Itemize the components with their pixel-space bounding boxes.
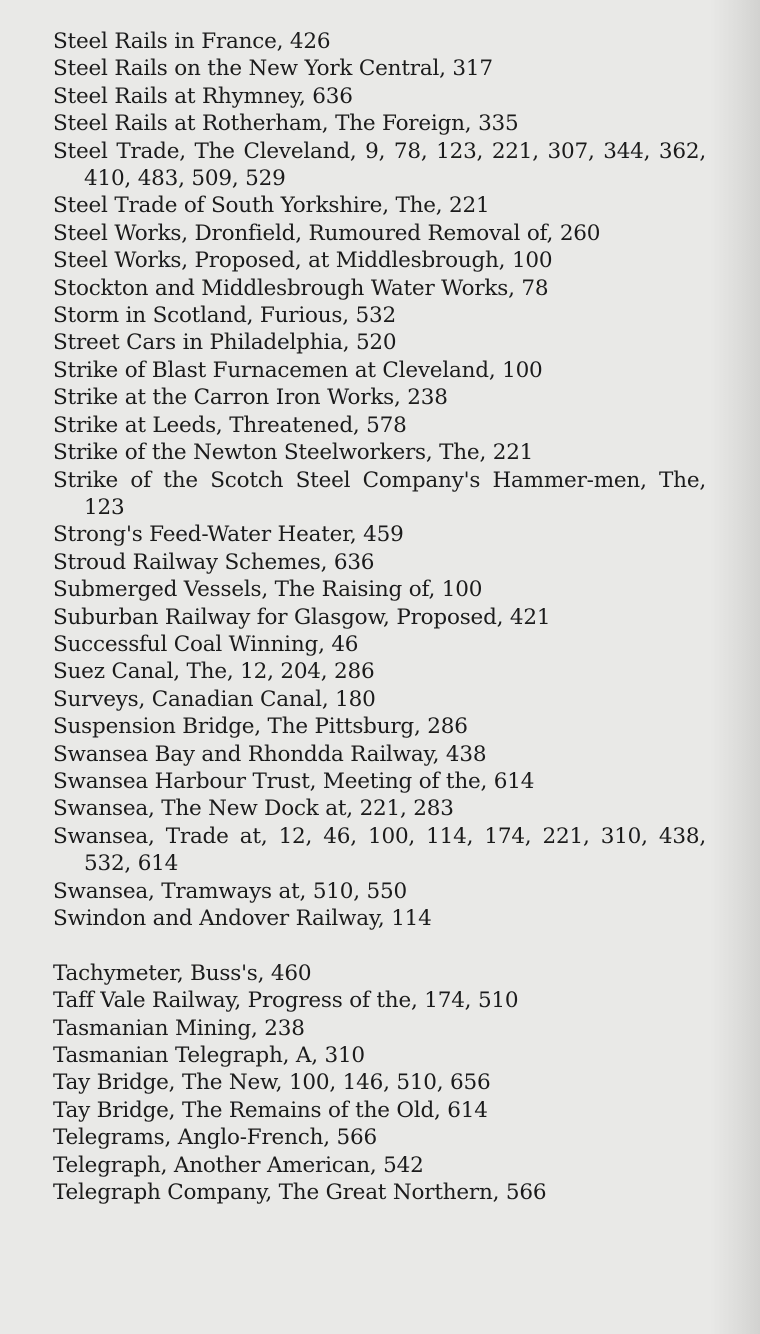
index-entry: Steel Works, Dronfield, Rumoured Removal of, 260 <box>53 220 601 246</box>
index-entry: Surveys, Canadian Canal, 180 <box>53 686 376 712</box>
section-gap <box>53 932 706 959</box>
index-entry: Strong's Feed-Water Heater, 459 <box>53 522 404 548</box>
index-entry: Storm in Scotland, Furious, 532 <box>53 303 396 329</box>
index-entry: Successful Coal Winning, 46 <box>53 631 359 657</box>
index-section-s <box>53 28 706 932</box>
index-entry: Swansea, Tramways at, 510, 550 <box>53 878 407 904</box>
index-entry: Stockton and Middlesbrough Water Works, 78 <box>53 275 549 301</box>
index-entry: Tay Bridge, The Remains of the Old, 614 <box>53 1097 488 1123</box>
index-entry: Street Cars in Philadelphia, 520 <box>53 330 397 356</box>
index-entry: Steel Rails on the New York Central, 317 <box>53 56 493 82</box>
index-entry: Strike of the Scotch Steel Company's Hammer-men, The, 123 <box>53 467 706 520</box>
index-entry: Taff Vale Railway, Progress of the, 174, 510 <box>53 988 519 1014</box>
index-entry: Strike at the Carron Iron Works, 238 <box>53 385 448 411</box>
page-edge-shadow <box>710 0 760 1334</box>
index-entry: Strike of the Newton Steelworkers, The, 221 <box>53 440 534 466</box>
index-entry: Telegraph, Another American, 542 <box>53 1152 424 1178</box>
index-entry: Suburban Railway for Glasgow, Proposed, 421 <box>53 604 551 630</box>
index-entry: Telegrams, Anglo-French, 566 <box>53 1125 377 1151</box>
index-entry: Steel Rails at Rotherham, The Foreign, 335 <box>53 111 519 137</box>
index-entry: Steel Works, Proposed, at Middlesbrough, 100 <box>53 248 553 274</box>
index-entry: Steel Trade of South Yorkshire, The, 221 <box>53 193 490 219</box>
index-entry: Steel Rails at Rhymney, 636 <box>53 83 353 109</box>
index-entry: Steel Trade, The Cleveland, 9, 78, 123, 221, 307, 344, 362, 410, 483, 509, 529 <box>53 138 706 192</box>
index-entry: Tachymeter, Buss's, 460 <box>53 960 312 986</box>
index-list <box>53 28 706 1206</box>
index-entry: Submerged Vessels, The Raising of, 100 <box>53 577 483 603</box>
index-entry: Tay Bridge, The New, 100, 146, 510, 656 <box>53 1070 491 1096</box>
index-section-t <box>53 960 706 1207</box>
index-entry: Swansea Harbour Trust, Meeting of the, 614 <box>53 768 535 794</box>
index-entry: Suspension Bridge, The Pittsburg, 286 <box>53 714 468 740</box>
index-entry: Strike at Leeds, Threatened, 578 <box>53 412 407 438</box>
index-entry: Strike of Blast Furnacemen at Cleveland, 100 <box>53 357 543 383</box>
index-entry: Tasmanian Telegraph, A, 310 <box>53 1043 365 1069</box>
index-entry: Swansea Bay and Rhondda Railway, 438 <box>53 741 487 767</box>
index-entry: Tasmanian Mining, 238 <box>53 1015 305 1041</box>
index-entry: Suez Canal, The, 12, 204, 286 <box>53 659 375 685</box>
index-entry: Steel Rails in France, 426 <box>53 29 331 54</box>
index-entry: Telegraph Company, The Great Northern, 566 <box>53 1180 547 1206</box>
index-entry: Swansea, Trade at, 12, 46, 100, 114, 174, 221, 310, 438, 532, 614 <box>53 823 706 877</box>
index-entry: Swindon and Andover Railway, 114 <box>53 906 432 931</box>
index-entry: Swansea, The New Dock at, 221, 283 <box>53 796 454 822</box>
index-entry: Stroud Railway Schemes, 636 <box>53 549 375 575</box>
